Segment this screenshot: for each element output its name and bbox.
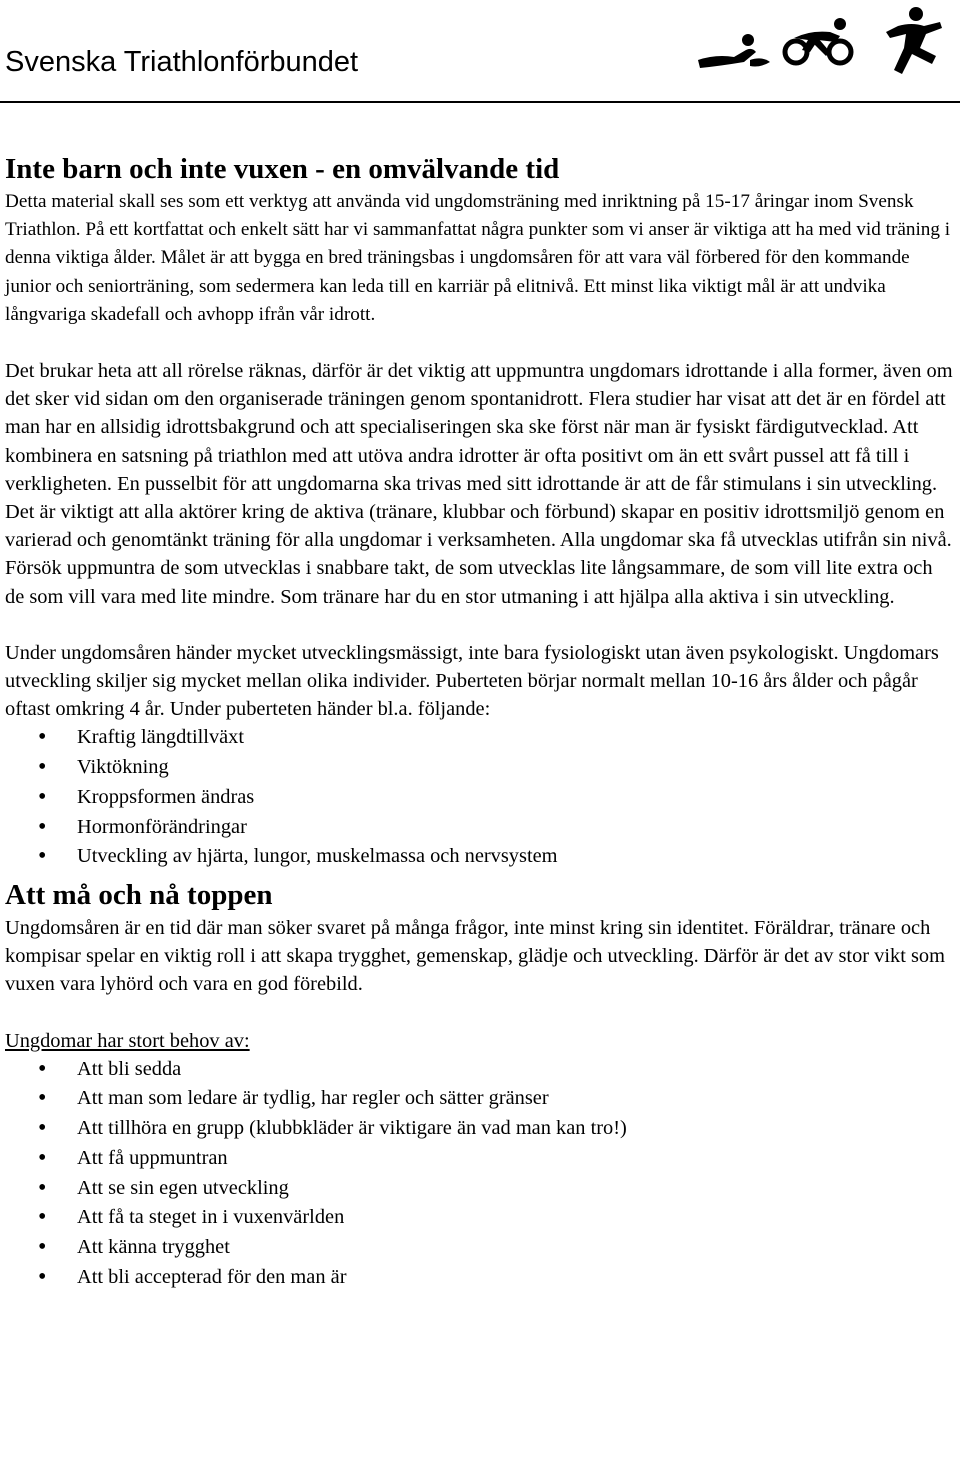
list-item: • Att se sin egen utveckling <box>5 1174 955 1204</box>
list-item: • Hormonförändringar <box>5 813 955 843</box>
needs-list-title: Ungdomar har stort behov av: <box>5 1029 250 1052</box>
triathlon-logo <box>690 2 960 84</box>
section-heading-youth: Inte barn och inte vuxen - en omvälvande tid <box>5 153 560 185</box>
intro-paragraph: Detta material skall ses som ett verktyg att använda vid ungdomsträning med inriktning på 15-17 åringar inom Svensk Triathlon. På ett kortfattat och enkelt sätt har vi sammanfattat några punkter som vi anser är viktiga att ha med vid träning i denna viktiga ålder. Målet är att bygga en bred träningsbas i ungdomsåren för att vara väl förbered för den kommande junior och seniorträning, som sedermera kan leda till en karriär på elitnivå. Ett minst lika viktigt mål är att undvika långvariga skadefall och avhopp ifrån vår idrott. <box>5 191 951 325</box>
body-paragraph-identity: Ungdomsåren är en tid där man söker svaret på många frågor, inte minst kring sin identitet. Föräldrar, tränare och kompisar spelar en viktig roll i att skapa trygghet, gemenskap, glädje och utveckling. Därför är det av stor vikt som vuxen vara lyhörd och vara en god förebild. <box>5 916 945 996</box>
list-item: • Kraftig längdtillväxt <box>5 723 955 753</box>
list-item: • Viktökning <box>5 753 955 783</box>
puberty-changes-list <box>5 723 955 872</box>
list-item: • Att få ta steget in i vuxenvärlden <box>5 1203 955 1233</box>
body-paragraph-puberty: Under ungdomsåren händer mycket utvecklingsmässigt, inte bara fysiologiskt utan även psykologiskt. Ungdomars utveckling skiljer sig mycket mellan olika individer. Puberteten börjar normalt mellan 10-16 års ålder och pågår oftast omkring 4 år. Under puberteten händer bl.a. följande: <box>5 641 939 721</box>
section-heading-wellbeing: Att må och nå toppen <box>5 878 273 911</box>
header-divider <box>0 101 960 103</box>
list-item: • Att man som ledare är tydlig, har regler och sätter gränser <box>5 1084 955 1114</box>
list-item: • Att tillhöra en grupp (klubbkläder är viktigare än vad man kan tro!) <box>5 1114 955 1144</box>
list-item: • Att få uppmuntran <box>5 1144 955 1174</box>
organization-name: Svenska Triathlonförbundet <box>5 46 359 78</box>
document-body <box>5 150 955 1292</box>
list-item: • Att känna trygghet <box>5 1233 955 1263</box>
list-item: • Utveckling av hjärta, lungor, muskelmassa och nervsystem <box>5 842 955 872</box>
list-item: • Kroppsformen ändras <box>5 783 955 813</box>
list-item: • Att bli sedda <box>5 1055 955 1085</box>
youth-needs-list <box>5 1055 955 1293</box>
list-item: • Att bli accepterad för den man är <box>5 1263 955 1293</box>
body-paragraph-movement: Det brukar heta att all rörelse räknas, därför är det viktig att uppmuntra ungdomars idrottande i alla former, även om det sker vid sidan om den organiserade träningen genom spontanidrott. Flera studier har visat att det är en fördel att man har en allsidig idrottsbakgrund och att specialiseringen ska ske först när man är fysiskt färdigutvecklad. Att kombinera en satsning på triathlon med att utöva andra idrotter är ofta positivt om än ett svårt pussel att få till i verkligheten. En pusselbit för att ungdomarna ska trivas med sitt idrottande är att de får stimulans i sin utveckling. Det är viktigt att alla aktörer kring de aktiva (tränare, klubbar och förbund) skapar en positiv idrottsmiljö genom en varierad och genomtänkt träning för alla ungdomar i verksamheten. Alla ungdomar ska få utvecklas utifrån sin nivå. Försök uppmuntra de som utvecklas i snabbare takt, de som utvecklas lite långsammare, de som vill lite extra och de som vill vara med lite mindre. Som tränare har du en stor utmaning i att hjälpa alla aktiva i sin utveckling. <box>5 360 953 608</box>
page-header <box>0 0 960 103</box>
